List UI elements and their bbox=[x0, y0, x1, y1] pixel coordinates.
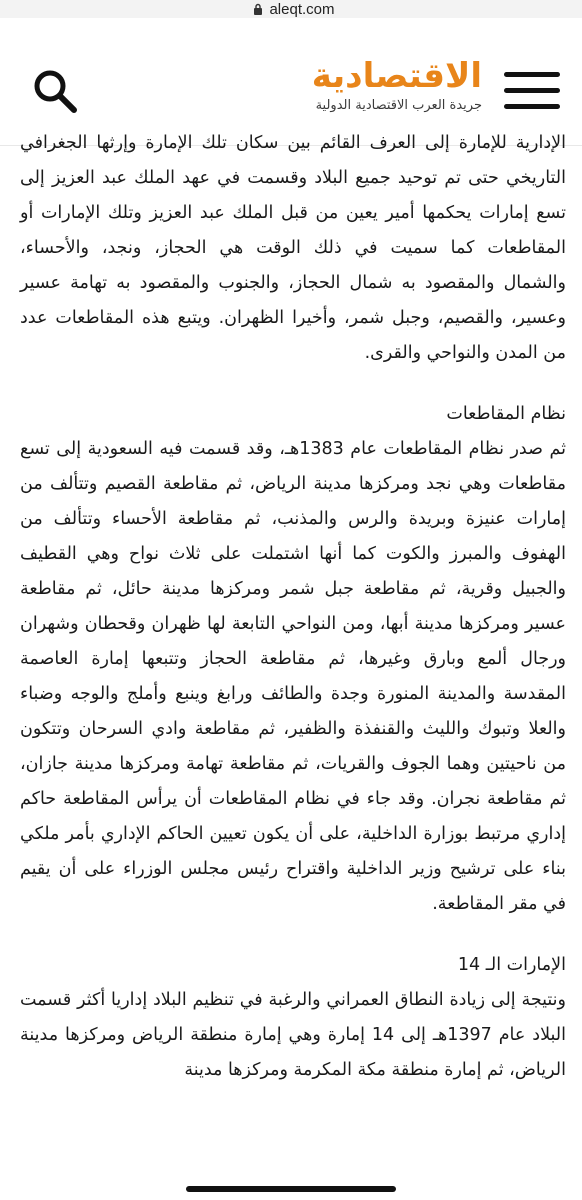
hamburger-menu-button[interactable] bbox=[504, 72, 560, 112]
article-content bbox=[20, 126, 566, 1114]
section-heading: نظام المقاطعات bbox=[446, 404, 566, 424]
menu-icon-bar bbox=[504, 72, 560, 77]
home-indicator[interactable] bbox=[186, 1186, 396, 1192]
article-paragraph: ونتيجة إلى زيادة النطاق العمراني والرغبة في تنظيم البلاد إداريا أكثر قسمت البلاد عام 1397هـ إلى 14 إمارة وهي إمارة منطقة الرياض ومركزها مدينة الرياض، ثم إمارة منطقة مكة المكرمة ومركزها مدينة bbox=[20, 990, 566, 1080]
article-paragraph: ثم صدر نظام المقاطعات عام 1383هـ، وقد قسمت فيه السعودية إلى تسع مقاطعات وهي نجد ومركزها مدينة الرياض، ثم مقاطعة القصيم وتتألف من إمارات عنيزة وبريدة والرس والمذنب، ثم مقاطعة الأحساء وتتألف من الهفوف والمبرز والكوت كما أنها اشتملت على ثلاث نواح وهي القطيف والجبيل وقرية، ثم مقاطعة جبل شمر ومركزها مدينة حائل، ثم مقاطعة عسير ومركزها مدينة أبها، ومن النواحي التابعة لها ظهران وقحطان وشهران ورجال ألمع وبارق وغيرها، ثم مقاطعة الحجاز وتتبعها إمارة العاصمة المقدسة والمدينة المنورة وجدة والطائف ورابغ وينبع وأملج والوجه وضباء والعلا وتبوك والليث والقنفذة والظفير، ثم مقاطعة وادي السرحان وتتكون من ناحيتين وهما الجوف والقريات، ثم مقاطعة تهامة ومركزها مدينة جازان، ثم مقاطعة نجران. وقد جاء في نظام المقاطعات أن يرأس المقاطعة حاكم إداري مرتبط بوزارة الداخلية، على أن يكون تعيين الحاكم الإداري بأمر ملكي بناء على ترشيح وزير الداخلية واقتراح رئيس مجلس الوزراء على أن يقيم في مقر المقاطعة. bbox=[20, 439, 566, 914]
article-paragraph: الإدارية للإمارة إلى العرف القائم بين سكان تلك الإمارة وإرثها الجغرافي التاريخي حتى تم توحيد جميع البلاد وقسمت في عهد الملك عبد العزيز إلى تسع إمارات يحكمها أمير يعين من قبل الملك عبد العزيز وتلك الإمارات أو المقاطعات كما سميت في ذلك الوقت هي الحجاز، ونجد، والأحساء، والشمال والمقصود به شمال الحجاز، والجنوب والمقصود به تهامة عسير وعسير، والقصيم، وجبل شمر، وأخيرا الظهران. ويتبع هذه المقاطعات عدد من المدن والنواحي والقرى. bbox=[20, 133, 566, 363]
menu-icon-bar bbox=[504, 88, 560, 93]
search-icon bbox=[30, 66, 82, 118]
lock-icon bbox=[253, 3, 263, 15]
url-text: aleqt.com bbox=[269, 0, 335, 18]
browser-url-bar[interactable] bbox=[0, 0, 582, 18]
section-heading: الإمارات الـ 14 bbox=[457, 955, 566, 975]
search-button[interactable] bbox=[30, 66, 82, 118]
article-body bbox=[0, 133, 582, 1200]
menu-icon-bar bbox=[504, 104, 560, 109]
site-logo[interactable] bbox=[292, 56, 482, 126]
logo-title: الاقتصادية bbox=[311, 56, 482, 96]
logo-tagline: جريدة العرب الاقتصادية الدولية bbox=[315, 98, 482, 113]
